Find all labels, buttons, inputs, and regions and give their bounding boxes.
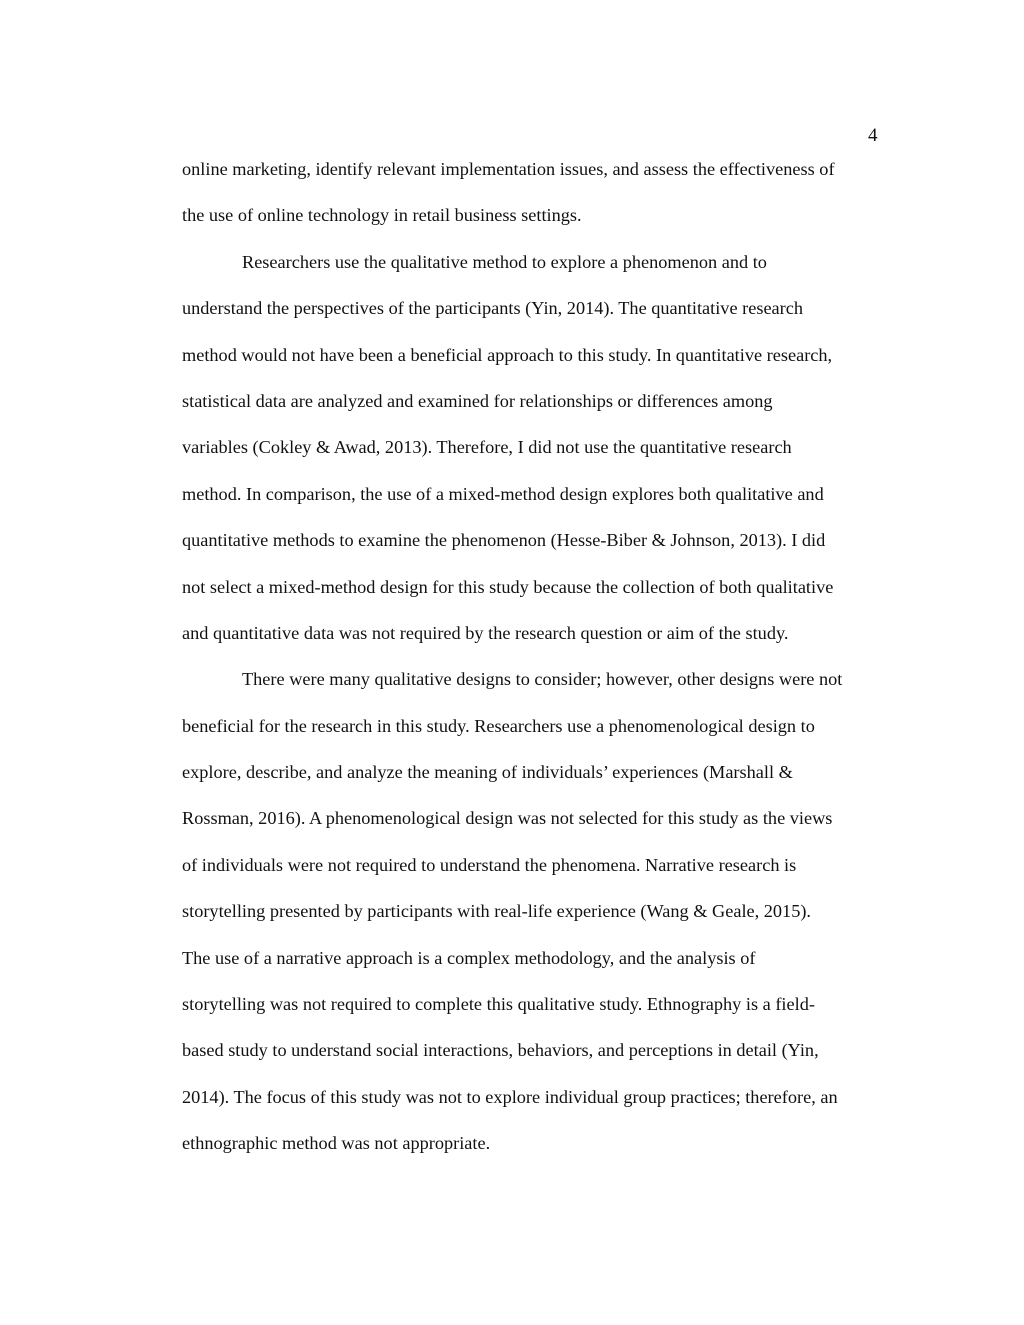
- text-line: method. In comparison, the use of a mixed-method design explores both qualitative and: [182, 483, 824, 504]
- body-text: [182, 157, 902, 1178]
- text-line: variables (Cokley & Awad, 2013). Therefore, I did not use the quantitative research: [182, 437, 792, 458]
- text-line: quantitative methods to examine the phenomenon (Hesse-Biber & Johnson, 2013). I did: [182, 530, 826, 551]
- text-line: based study to understand social interactions, behaviors, and perceptions in detail (Yin,: [182, 1040, 819, 1061]
- text-line: storytelling was not required to complete this qualitative study. Ethnography is a field-: [182, 994, 815, 1015]
- text-line: There were many qualitative designs to consider; however, other designs were not: [242, 669, 843, 690]
- text-line: Rossman, 2016). A phenomenological design was not selected for this study as the views: [182, 808, 833, 829]
- text-line: The use of a narrative approach is a complex methodology, and the analysis of: [182, 947, 756, 968]
- text-line: of individuals were not required to understand the phenomena. Narrative research is: [182, 854, 797, 875]
- text-line: beneficial for the research in this study. Researchers use a phenomenological design to: [182, 715, 815, 736]
- text-line: and quantitative data was not required by the research question or aim of the study.: [182, 622, 789, 643]
- text-line: explore, describe, and analyze the meaning of individuals’ experiences (Marshall &: [182, 762, 793, 783]
- text-line: 2014). The focus of this study was not to explore individual group practices; therefore, an: [182, 1086, 838, 1107]
- text-line: online marketing, identify relevant implementation issues, and assess the effectiveness of: [182, 159, 835, 179]
- text-line: understand the perspectives of the participants (Yin, 2014). The quantitative research: [182, 298, 804, 319]
- text-line: statistical data are analyzed and examined for relationships or differences among: [182, 390, 773, 411]
- text-line: Researchers use the qualitative method to explore a phenomenon and to: [242, 251, 767, 272]
- text-line: not select a mixed-method design for this study because the collection of both qualitative: [182, 576, 834, 597]
- page-number: 4: [868, 125, 878, 146]
- text-line: method would not have been a beneficial approach to this study. In quantitative research,: [182, 344, 833, 365]
- text-line: storytelling presented by participants with real-life experience (Wang & Geale, 2015).: [182, 901, 811, 922]
- text-line: the use of online technology in retail business settings.: [182, 205, 582, 226]
- text-line: ethnographic method was not appropriate.: [182, 1133, 491, 1154]
